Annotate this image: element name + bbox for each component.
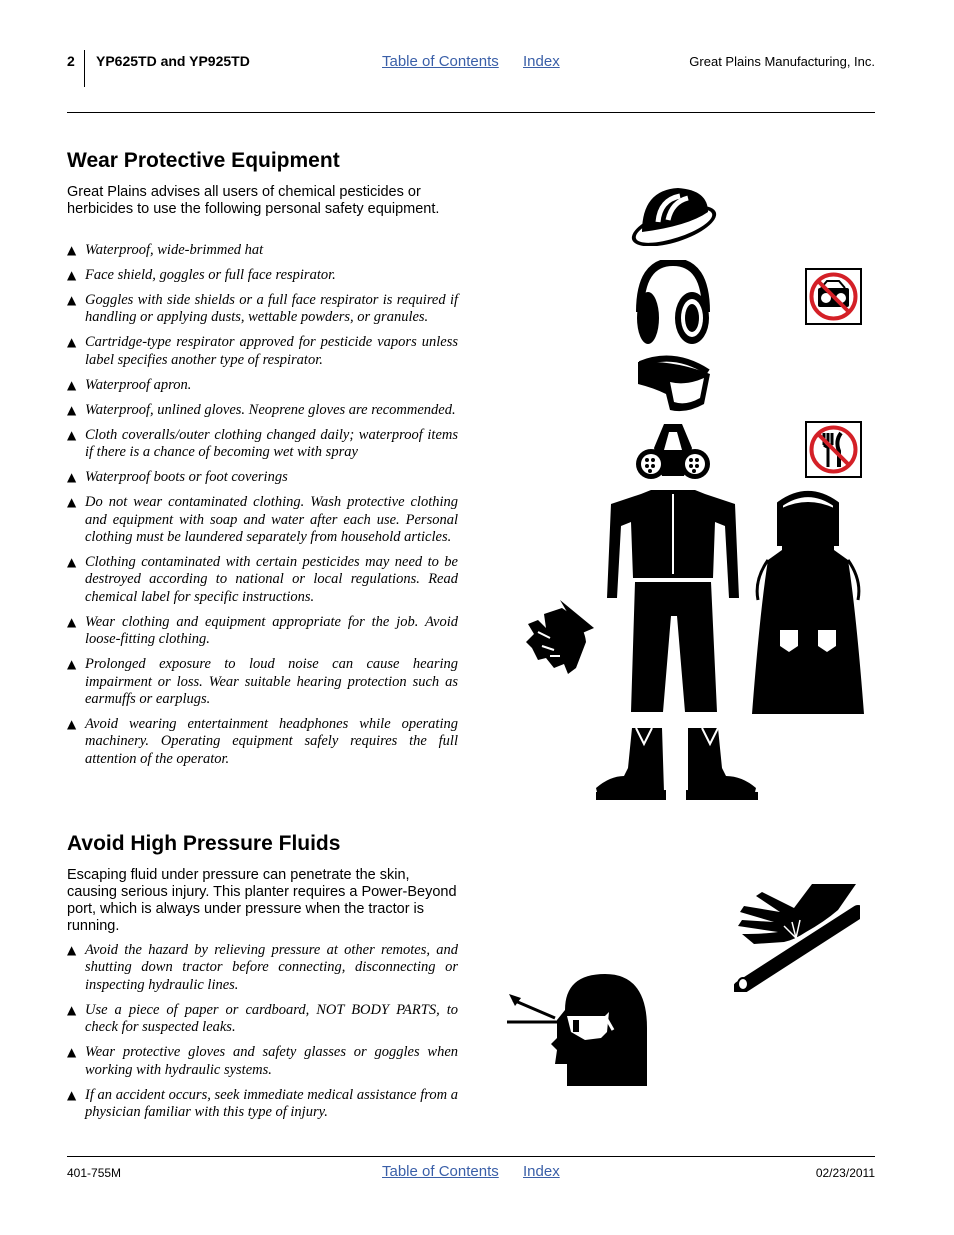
list-item: ▲ Waterproof, wide-brimmed hat xyxy=(67,242,458,259)
list-item: ▲ Waterproof boots or foot coverings xyxy=(67,469,458,486)
list-item: ▲ Cloth coveralls/outer clothing changed daily; waterproof items if there is a chance of becoming wet with spray xyxy=(67,427,458,462)
list-item: ▲ Cartridge-type respirator approved for pesticide vapors unless label specifies another type of respirator. xyxy=(67,334,458,369)
header-rule xyxy=(67,112,875,113)
section-intro: Escaping fluid under pressure can penetrate the skin, causing serious injury. This planter requires a Power-Beyond port, which is always under pressure when the tractor is running. xyxy=(67,867,457,934)
list-item: ▲ Goggles with side shields or a full face respirator is required if handling or applying dusts, wettable powders, or granules. xyxy=(67,292,458,327)
list-item: ▲ If an accident occurs, seek immediate medical assistance from a physician familiar with this type of injury. xyxy=(67,1087,458,1122)
hand-leak-icon xyxy=(734,882,860,992)
list-item: ▲ Waterproof, unlined gloves. Neoprene gloves are recommended. xyxy=(67,402,458,419)
list-item: ▲ Avoid wearing entertainment headphones while operating machinery. Operating equipment safely requires the full attention of the operator. xyxy=(67,716,458,768)
goggles-icon xyxy=(634,354,712,414)
section-title-high-pressure-fluids: Avoid High Pressure Fluids xyxy=(67,832,341,855)
model-title: YP625TD and YP925TD xyxy=(96,53,250,69)
document-id: 401-755M xyxy=(67,1166,122,1180)
page-number: 2 xyxy=(67,53,75,69)
boots-icon xyxy=(594,726,760,802)
section-title-protective-equipment: Wear Protective Equipment xyxy=(67,149,340,172)
list-item: ▲ Do not wear contaminated clothing. Wash protective clothing and equipment with soap and water after each use. Personal clothing must be laundered separately from household articles. xyxy=(67,494,458,546)
earmuffs-icon xyxy=(634,260,712,348)
protective-equipment-list xyxy=(67,242,458,776)
apron-icon xyxy=(752,490,864,718)
list-item: ▲ Waterproof apron. xyxy=(67,377,458,394)
list-item: ▲ Use a piece of paper or cardboard, NOT BODY PARTS, to check for suspected leaks. xyxy=(67,1002,458,1037)
footer-index-link[interactable]: Index xyxy=(523,1163,560,1180)
list-item: ▲ Clothing contaminated with certain pesticides may need to be destroyed according to national or local regulations. Read chemical label for specific instructions. xyxy=(67,554,458,606)
safety-glasses-head-icon xyxy=(505,972,651,1088)
no-radio-icon xyxy=(805,268,862,325)
company-name: Great Plains Manufacturing, Inc. xyxy=(689,54,875,69)
gloves-icon xyxy=(524,598,596,676)
toc-link[interactable]: Table of Contents xyxy=(382,53,499,70)
revision-date: 02/23/2011 xyxy=(815,1166,875,1180)
coveralls-icon xyxy=(605,486,741,718)
list-item: ▲ Wear clothing and equipment appropriate for the job. Avoid loose-fitting clothing. xyxy=(67,614,458,649)
hard-hat-icon xyxy=(628,182,720,246)
high-pressure-list xyxy=(67,942,458,1129)
list-item: ▲ Wear protective gloves and safety glasses or goggles when working with hydraulic systems. xyxy=(67,1044,458,1079)
list-item: ▲ Face shield, goggles or full face respirator. xyxy=(67,267,458,284)
respirator-icon xyxy=(634,422,712,482)
no-eating-icon xyxy=(805,421,862,478)
footer-toc-link[interactable]: Table of Contents xyxy=(382,1163,499,1180)
header-divider xyxy=(84,50,85,87)
list-item: ▲ Prolonged exposure to loud noise can cause hearing impairment or loss. Wear suitable hearing protection such as earmuffs or earplugs. xyxy=(67,656,458,708)
page-header xyxy=(0,0,954,112)
index-link[interactable]: Index xyxy=(523,53,560,70)
list-item: ▲ Avoid the hazard by relieving pressure at other remotes, and shutting down tractor before connecting, disconnecting or inspecting hydraulic lines. xyxy=(67,942,458,994)
section-intro: Great Plains advises all users of chemical pesticides or herbicides to use the following personal safety equipment. xyxy=(67,184,440,217)
footer-rule xyxy=(67,1156,875,1157)
